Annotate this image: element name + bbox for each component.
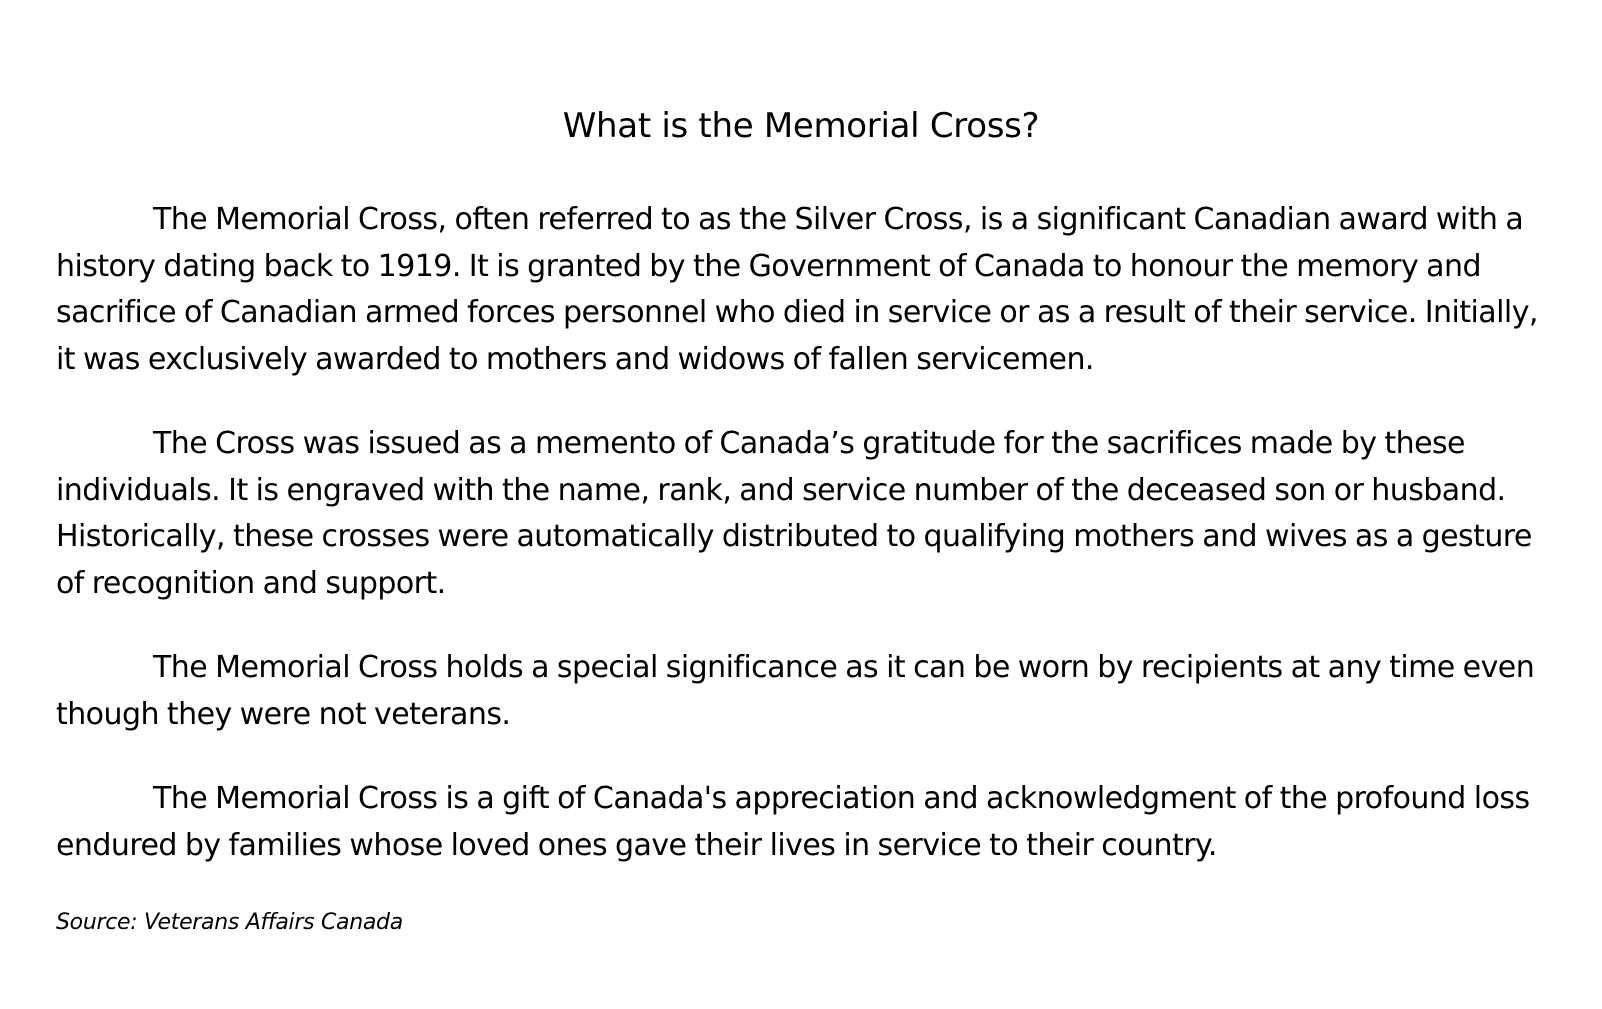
paragraph-memento: The Cross was issued as a memento of Canada’s gratitude for the sacrifices made by these individuals. It is engraved with the name, rank, and service number of the deceased son or husband. Historically, these crosses were automatically distributed to qualifying mothers and wives as a gesture of recognition and support. — [56, 426, 1532, 601]
paragraph-history: The Memorial Cross, often referred to as the Silver Cross, is a significant Canadian award with a history dating back to 1919. It is granted by the Government of Canada to honour the memory and sacrifice of Canadian armed forces personnel who died in service or as a result of their service. Initially, it was exclusively awarded to mothers and widows of fallen servicemen. — [56, 202, 1538, 377]
page-title: What is the Memorial Cross? — [562, 106, 1040, 146]
source-citation: Source: Veterans Affairs Canada — [56, 910, 403, 935]
paragraph-appreciation: The Memorial Cross is a gift of Canada's appreciation and acknowledgment of the profound loss endured by families whose loved ones gave their lives in service to their country. — [56, 781, 1530, 863]
paragraph-significance: The Memorial Cross holds a special significance as it can be worn by recipients at any time even though they were not veterans. — [56, 650, 1535, 732]
